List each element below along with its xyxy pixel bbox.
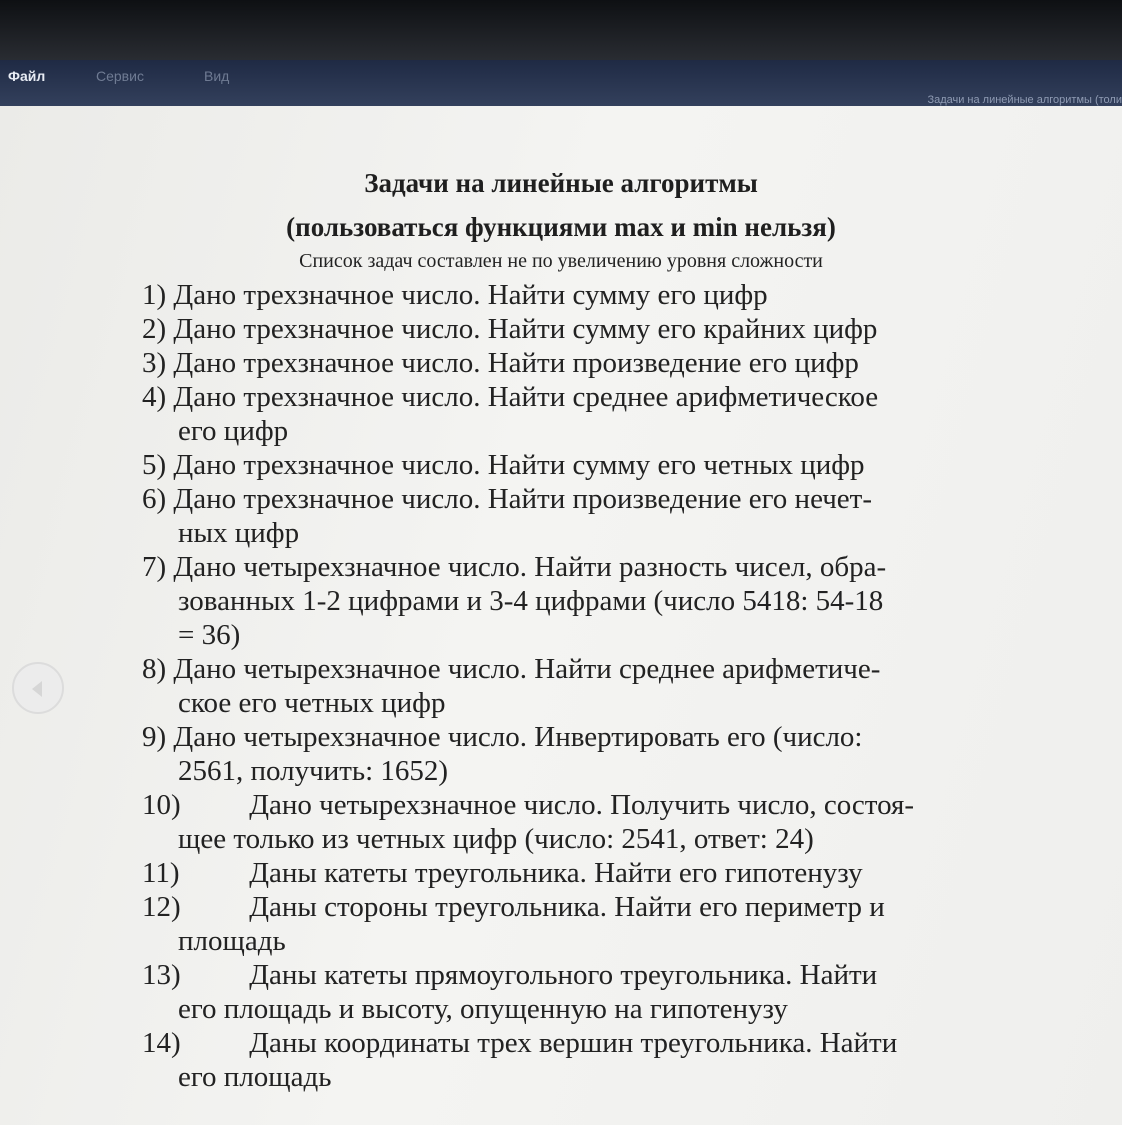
task-number: 9): [142, 721, 167, 753]
task-text: Дано четырехзначное число. Найти среднее арифметиче-: [173, 653, 881, 685]
task-number: 2): [142, 313, 167, 345]
task-text: Дано трехзначное число. Найти сумму его крайних цифр: [173, 313, 878, 345]
task-item: [142, 652, 1022, 720]
nav-back-button[interactable]: [12, 662, 64, 714]
task-number: 12): [142, 891, 181, 923]
task-item: [142, 958, 1022, 1026]
task-text: Дано четырехзначное число. Найти разность чисел, обра-: [173, 551, 887, 583]
task-text-continued: щее только из четных цифр (число: 2541, ответ: 24): [178, 823, 814, 855]
task-item: [142, 856, 1022, 890]
menu-file[interactable]: Файл: [8, 68, 46, 84]
task-item: [142, 1026, 1022, 1094]
task-text: Дано трехзначное число. Найти произведение его цифр: [173, 347, 859, 379]
task-number: 13): [142, 959, 181, 991]
task-number: 7): [142, 551, 167, 583]
task-text-continued: ных цифр: [178, 517, 300, 549]
task-item: [142, 720, 1022, 788]
chevron-left-icon: [32, 681, 42, 697]
task-item: [142, 278, 1022, 312]
monitor-bezel: [0, 0, 1122, 62]
task-text: Дано четырехзначное число. Инвертировать его (число:: [173, 721, 863, 753]
task-text-continued: его цифр: [178, 415, 289, 447]
task-text: Дано трехзначное число. Найти сумму его цифр: [173, 279, 768, 311]
document-page: [0, 106, 1122, 1125]
task-number: 5): [142, 449, 167, 481]
page-title: Задачи на линейные алгоритмы: [364, 168, 758, 198]
page-subtitle: (пользоваться функциями max и min нельзя): [286, 212, 836, 242]
task-text: Дано трехзначное число. Найти сумму его четных цифр: [173, 449, 865, 481]
task-item: [142, 312, 1022, 346]
task-text: Дано трехзначное число. Найти среднее арифметическое: [173, 381, 879, 413]
task-number: 14): [142, 1027, 181, 1059]
task-text-continued: площадь: [178, 925, 286, 957]
document-title-bar: Задачи на линейные алгоритмы (толи: [927, 94, 1122, 106]
task-text: Дано четырехзначное число. Получить число, состоя-: [249, 789, 915, 821]
task-text-continued: ское его четных цифр: [178, 687, 446, 719]
task-text: Даны координаты трех вершин треугольника. Найти: [249, 1027, 898, 1059]
menu-view[interactable]: Вид: [204, 68, 230, 84]
task-list: [142, 278, 1022, 1094]
task-text: Даны стороны треугольника. Найти его периметр и: [249, 891, 885, 923]
task-text-continued: = 36): [178, 619, 241, 651]
task-item: [142, 448, 1022, 482]
task-text: Дано трехзначное число. Найти произведение его нечет-: [173, 483, 873, 515]
task-item: [142, 550, 1022, 652]
task-item: [142, 788, 1022, 856]
task-number: 8): [142, 653, 167, 685]
menu-bar: [0, 60, 1122, 106]
page-note: Список задач составлен не по увеличению уровня сложности: [299, 250, 823, 272]
task-item: [142, 890, 1022, 958]
task-item: [142, 482, 1022, 550]
task-text: Даны катеты прямоугольного треугольника. Найти: [249, 959, 878, 991]
task-text-continued: 2561, получить: 1652): [178, 755, 449, 787]
task-number: 3): [142, 347, 167, 379]
task-text-continued: его площадь: [178, 1061, 332, 1093]
task-number: 10): [142, 789, 181, 821]
task-text-continued: зованных 1-2 цифрами и 3-4 цифрами (число 5418: 54-18: [178, 585, 884, 617]
menu-service[interactable]: Сервис: [96, 68, 144, 84]
task-item: [142, 346, 1022, 380]
task-number: 6): [142, 483, 167, 515]
task-item: [142, 380, 1022, 448]
task-number: 4): [142, 381, 167, 413]
task-number: 1): [142, 279, 167, 311]
task-number: 11): [142, 857, 180, 889]
task-text-continued: его площадь и высоту, опущенную на гипотенузу: [178, 993, 788, 1025]
task-text: Даны катеты треугольника. Найти его гипотенузу: [249, 857, 863, 889]
